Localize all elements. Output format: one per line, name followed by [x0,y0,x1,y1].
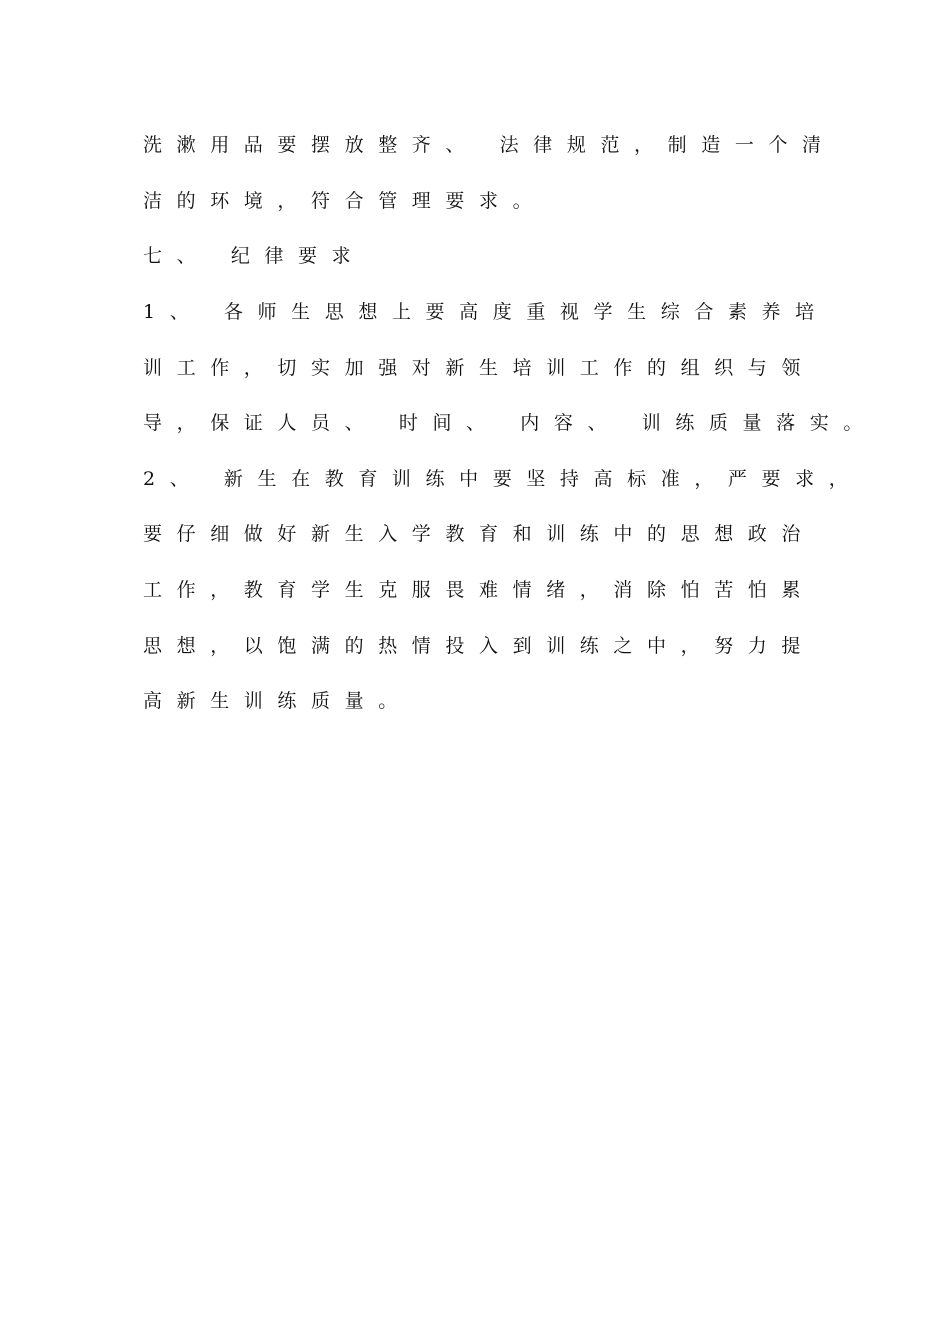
text-line-8: 要仔细做好新生入学教育和训练中的思想政治 [143,523,816,545]
text-line-9: 工作，教育学生克服畏难情绪，消除怕苦怕累 [143,579,816,601]
text-line-5: 训工作，切实加强对新生培训工作的组织与领 [143,357,816,379]
text-line-1: 洗漱用品要摆放整齐、 法律规范，制造一个清 [143,134,836,156]
section-heading-discipline: 七、 纪律要求 [143,245,366,267]
text-line-4: 1、 各师生思想上要高度重视学生综合素养培 [143,301,829,323]
text-line-11: 高新生训练质量。 [143,690,412,712]
text-line-2: 洁的环境，符合管理要求。 [143,190,547,212]
text-line-7: 2、 新生在教育训练中要坚持高标准，严要求， [143,468,863,490]
text-line-6: 导，保证人员、 时间、 内容、 训练质量落实。 [143,412,877,434]
text-line-10: 思想，以饱满的热情投入到训练之中，努力提 [143,635,816,657]
